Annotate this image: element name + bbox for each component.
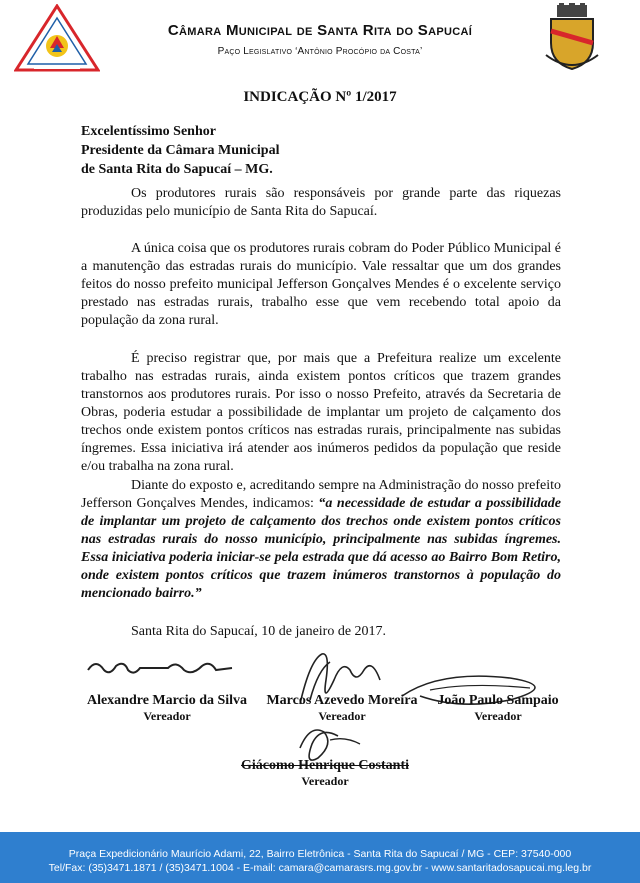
paragraph-text: É preciso registrar que, por mais que a Prefeitura realize um excelente trabalho nas estradas rurais, ainda existem pontos críticos que trazem grandes transtornos aos produtores rurais. Por isso o nosso Prefeito, através da Secretaria de Obras, poderia estudar a possibilidade de implantar um projeto de calçamento dos trechos onde existem pontos críticos nas estradas rurais, principalmente nas subidas íngremes. Essa iniciativa irá atender aos inúmeros pedidos da população que reside e/ou trabalha na zona rural. bbox=[81, 351, 561, 474]
addressee-line: Excelentíssimo Senhor bbox=[81, 124, 216, 139]
addressee-block bbox=[81, 122, 279, 179]
signatory bbox=[428, 693, 568, 724]
signatory-role: Vereador bbox=[474, 709, 522, 723]
closing-intro-text: Diante do exposto e, acreditando sempre na Administração do nosso prefeito Jefferson Gonçalves Mendes, indicamos: bbox=[81, 478, 561, 511]
paragraph-text: Os produtores rurais são responsáveis por grande parte das riquezas produzidas pelo município de Santa Rita do Sapucaí. bbox=[81, 186, 561, 219]
body-paragraph bbox=[81, 240, 561, 330]
signatory-name: Alexandre Marcio da Silva bbox=[86, 693, 248, 708]
signatory bbox=[82, 693, 252, 724]
signatory-name: João Paulo Sampaio bbox=[437, 693, 559, 708]
body-paragraph bbox=[81, 185, 561, 221]
signatory-role: Vereador bbox=[301, 774, 349, 788]
signatory-name: Giácomo Henrique Costanti bbox=[241, 758, 409, 773]
date-line: Santa Rita do Sapucaí, 10 de janeiro de 2017. bbox=[131, 624, 387, 639]
footer-contact: Tel/Fax: (35)3471.1871 / (35)3471.1004 - E-mail: camara@camarasrs.mg.gov.br - www.santaritadosapucai.mg.leg.br bbox=[48, 862, 592, 874]
signatory bbox=[262, 693, 422, 724]
indication-quote: “a necessidade de estudar a possibilidade de implantar um projeto de calçamento dos trechos onde existem pontos críticos nas estradas rurais do nosso município, principalmente nas subidas íngremes. Essa iniciativa poderia iniciar-se pela estrada que dá acesso ao Bairro Bom Retiro, onde existem pontos críticos que trazem inúmeros transtornos à população do mencionado bairro.” bbox=[81, 496, 561, 601]
footer-address: Praça Expedicionário Maurício Adami, 22, Bairro Eletrônica - Santa Rita do Sapucaí / MG - CEP: 37540-000 bbox=[68, 848, 572, 860]
document-title: INDICAÇÃO Nº 1/2017 bbox=[243, 89, 397, 105]
signatory-role: Vereador bbox=[143, 709, 191, 723]
footer-bar bbox=[0, 832, 640, 883]
institution-title: Câmara Municipal de Santa Rita do Sapucaí bbox=[167, 22, 473, 39]
institution-subtitle: Paço Legislativo ‘Antônio Procópio da Costa’ bbox=[217, 46, 423, 57]
body-paragraph bbox=[81, 350, 561, 476]
coat-of-arms-logo bbox=[543, 3, 601, 73]
camara-logo bbox=[14, 4, 100, 74]
signatory-role: Vereador bbox=[318, 709, 366, 723]
paragraph-text: A única coisa que os produtores rurais cobram do Poder Público Municipal é a manutenção das estradas rurais do município. Vale ressaltar que um dos grandes feitos do nosso prefeito municipal Jefferson Gonçalves Mendes é o excelente serviço prestado nas estradas rurais, trabalho esse que vem recebendo total apoio da população da zona rural. bbox=[81, 241, 562, 328]
addressee-line: Presidente da Câmara Municipal bbox=[81, 143, 280, 158]
addressee-line: de Santa Rita do Sapucaí – MG. bbox=[81, 162, 273, 177]
signatory-name: Marcos Azevedo Moreira bbox=[266, 693, 418, 708]
closing-paragraph bbox=[81, 477, 561, 603]
signatory bbox=[230, 758, 420, 789]
